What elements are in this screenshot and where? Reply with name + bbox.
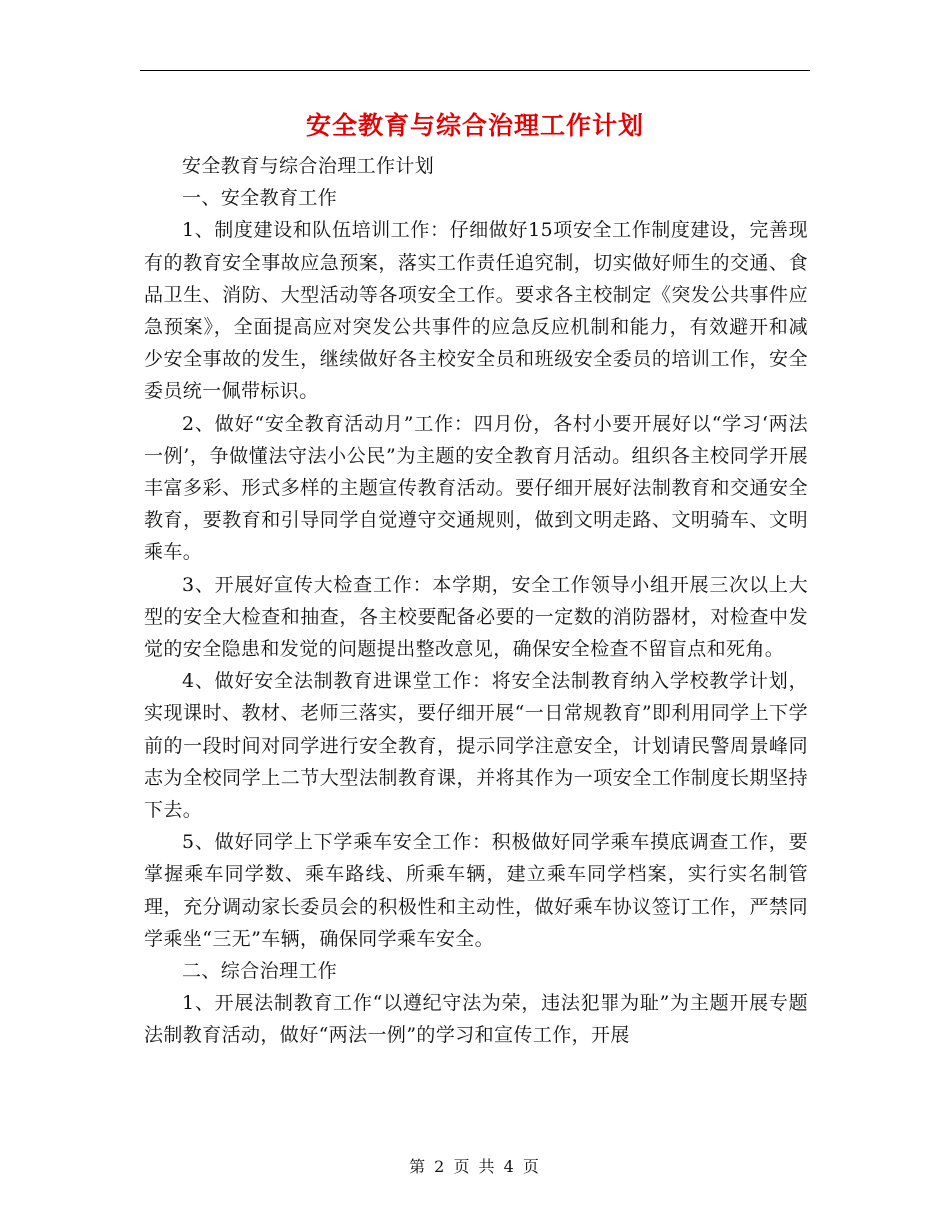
- document-title: 安全教育与综合治理工作计划: [305, 111, 644, 140]
- paragraph-item-4: 4、做好安全法制教育进课堂工作：将安全法制教育纳入学校教学计划，实现课时、教材、老师三落实，要仔细开展“一日常规教育”即利用同学上下学前的一段时间对同学进行安全教育，提示同学注意安全，计划请民警周景峰同志为全校同学上二节大型法制教育课，并将其作为一项安全工作制度长期坚持下去。: [144, 670, 808, 822]
- paragraph-item-2: 2、做好“安全教育活动月”工作：四月份，各村小要开展好以“学习‘两法一例’，争做懂法守法小公民”为主题的安全教育月活动。组织各主校同学开展丰富多彩、形式多样的主题宣传教育活动。要仔细开展好法制教育和交通安全教育，要教育和引导同学自觉遵守交通规则，做到文明走路、文明骑车、文明乘车。: [144, 412, 808, 564]
- paragraph-governance-item-1: 1、开展法制教育工作“以遵纪守法为荣，违法犯罪为耻”为主题开展专题法制教育活动，做好“两法一例”的学习和宣传工作，开展: [144, 992, 808, 1047]
- paragraph-item-1: 1、制度建设和队伍培训工作：仔细做好15项安全工作制度建设，完善现有的教育安全事故应急预案，落实工作责任追究制，切实做好师生的交通、食品卫生、消防、大型活动等各项安全工作。要求各主校制定《突发公共事件应急预案》，全面提高应对突发公共事件的应急反应机制和能力，有效避开和减少安全事故的发生，继续做好各主校安全员和班级安全委员的培训工作，安全委员统一佩带标识。: [144, 219, 808, 403]
- paragraph-item-3: 3、开展好宣传大检查工作：本学期，安全工作领导小组开展三次以上大型的安全大检查和抽查，各主校要配备必要的一定数的消防器材，对检查中发觉的安全隐患和发觉的问题提出整改意见，确保安全检查不留盲点和死角。: [144, 573, 808, 661]
- document-body: [144, 150, 808, 1052]
- section-heading-comprehensive-governance: 二、综合治理工作: [182, 960, 338, 983]
- subtitle-paragraph: 安全教育与综合治理工作计划: [182, 155, 435, 177]
- paragraph-item-5: 5、做好同学上下学乘车安全工作：积极做好同学乘车摸底调查工作，要掌握乘车同学数、乘车路线、所乘车辆，建立乘车同学档案，实行实名制管理，充分调动家长委员会的积极性和主动性，做好乘车协议签订工作，严禁同学乘坐“三无”车辆，确保同学乘车安全。: [144, 831, 808, 950]
- section-heading-safety-education: 一、安全教育工作: [182, 187, 338, 210]
- header-rule: [140, 70, 810, 71]
- page-number-footer: 第 2 页 共 4 页: [409, 1157, 541, 1176]
